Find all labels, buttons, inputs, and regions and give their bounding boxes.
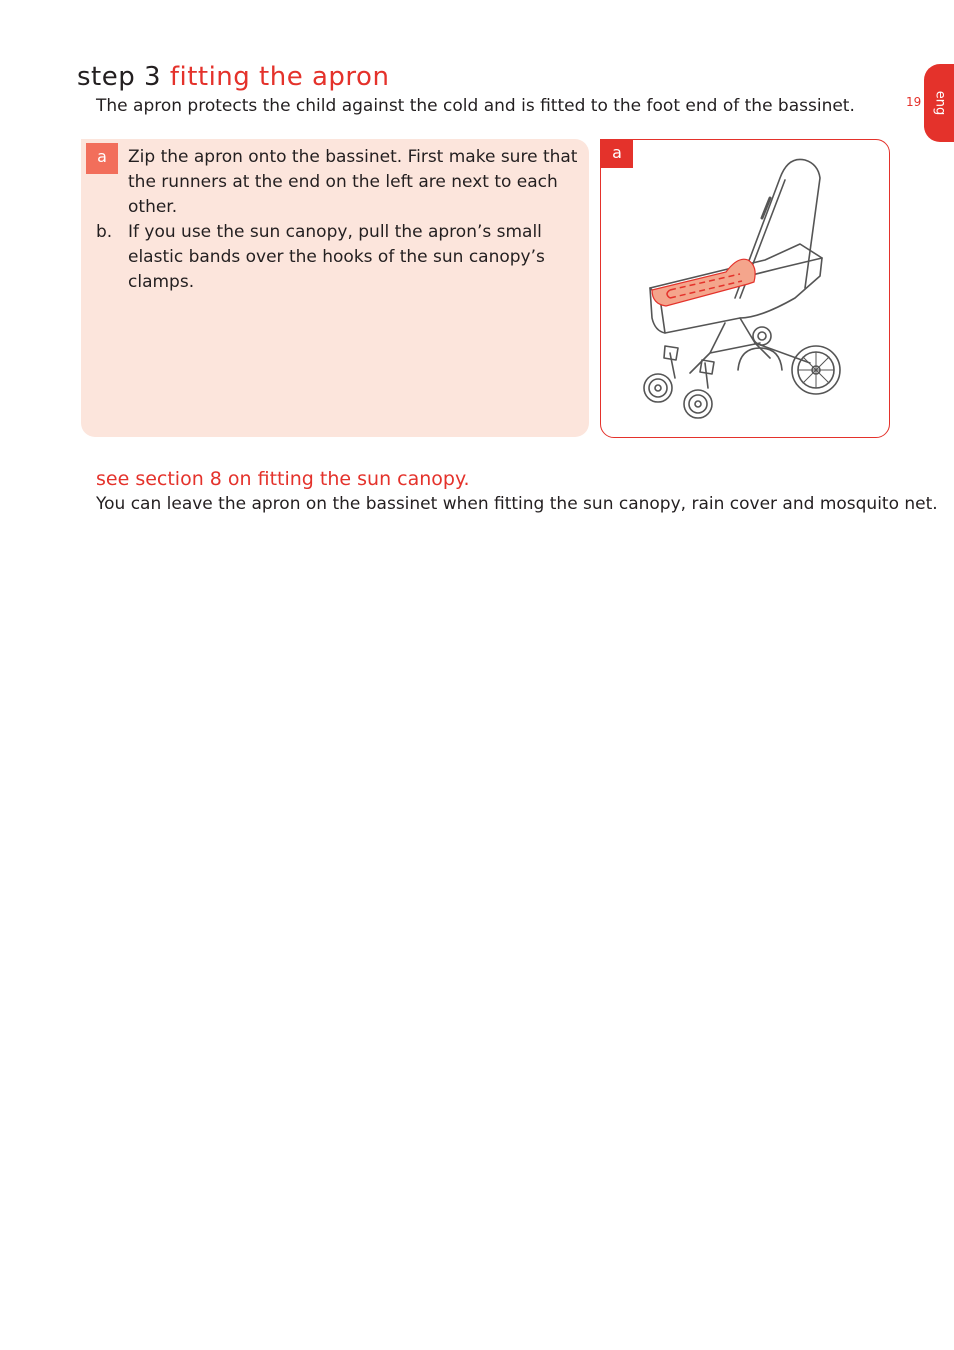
see-section-link[interactable]: see section 8 on fitting the sun canopy. — [96, 468, 470, 490]
step-a-badge: a — [86, 143, 118, 174]
page-number: 19 — [906, 95, 922, 109]
stroller-illustration — [630, 148, 860, 428]
note-text: You can leave the apron on the bassinet when fitting the sun canopy, rain cover and mosquito net. — [96, 494, 938, 514]
page-title — [77, 62, 389, 92]
language-tab — [924, 64, 954, 142]
step-title: fitting the apron — [169, 62, 390, 92]
intro-text: The apron protects the child against the cold and is fitted to the foot end of the bassinet. — [96, 96, 855, 116]
step-b-marker: b. — [96, 222, 113, 242]
step-b-text: If you use the sun canopy, pull the apron’s small elastic bands over the hooks of the sun canopy’s clamps. — [128, 222, 545, 292]
figure-badge: a — [601, 140, 633, 168]
language-tab-label: eng — [932, 90, 948, 116]
step-prefix: step 3 — [77, 62, 162, 92]
step-a-text: Zip the apron onto the bassinet. First make sure that the runners at the end on the left are next to each other. — [128, 147, 578, 217]
